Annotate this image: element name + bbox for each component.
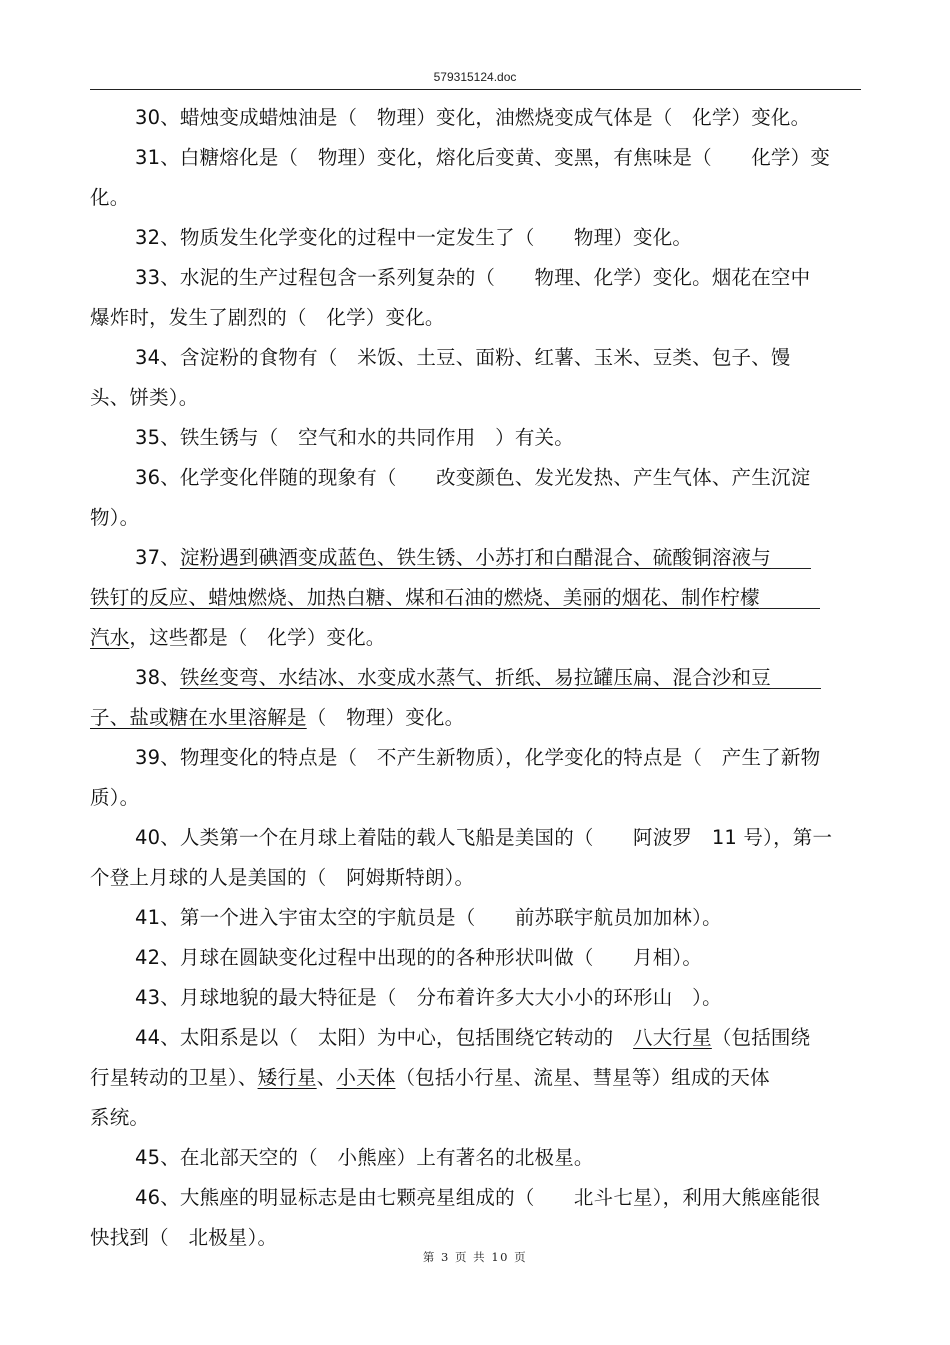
question-44-cont — [90, 1058, 860, 1098]
question-34: 34、含淀粉的食物有（ 米饭、土豆、面粉、红薯、玉米、豆类、包子、馒 — [135, 346, 791, 369]
question-38 — [90, 658, 860, 698]
question-35: 35、铁生锈与（ 空气和水的共同作用 ）有关。 — [135, 426, 574, 449]
question-43: 43、月球地貌的最大特征是（ 分布着许多大大小小的环形山 ）。 — [135, 986, 722, 1009]
question-39: 39、物理变化的特点是（ 不产生新物质），化学变化的特点是（ 产生了新物 — [135, 746, 821, 769]
question-44-text-3: 行星转动的卫星）、 — [90, 1066, 258, 1089]
question-37-answer: ，这些都是（ 化学）变化。 — [129, 626, 386, 649]
question-37 — [90, 538, 860, 578]
question-37-underlined-text-3: 汽水 — [90, 626, 130, 649]
question-44-text-2: （包括围绕 — [711, 1026, 811, 1049]
underline-filler — [771, 658, 821, 689]
question-36-cont: 物）。 — [90, 506, 140, 529]
question-38-number: 38、 — [135, 666, 180, 689]
question-42: 42、月球在圆缺变化过程中出现的的各种形状叫做（ 月相）。 — [135, 946, 703, 969]
answer-dwarf-planets: 矮行星 — [257, 1066, 317, 1089]
question-44-separator: 、 — [316, 1066, 337, 1089]
question-37-end — [90, 618, 860, 658]
question-44-text: 44、太阳系是以（ 太阳）为中心，包括围绕它转动的 — [135, 1026, 634, 1049]
question-34-cont: 头、饼类）。 — [90, 386, 199, 409]
question-41: 41、第一个进入宇宙太空的宇航员是（ 前苏联宇航员加加林）。 — [135, 906, 722, 929]
question-31-cont: 化。 — [90, 186, 130, 209]
question-44-text-4: （包括小行星、流星、彗星等）组成的天体 — [395, 1066, 770, 1089]
question-45: 45、在北部天空的（ 小熊座）上有著名的北极星。 — [135, 1146, 594, 1169]
document-header-filename: 579315124.doc — [433, 70, 517, 84]
question-30: 30、蜡烛变成蜡烛油是（ 物理）变化，油燃烧变成气体是（ 化学）变化。 — [135, 106, 811, 129]
question-32: 32、物质发生化学变化的过程中一定发生了（ 物理）变化。 — [135, 226, 693, 249]
question-40-cont: 个登上月球的人是美国的（ 阿姆斯特朗）。 — [90, 866, 475, 889]
question-38-underlined-text-2: 子、盐或糖在水里溶解是 — [90, 706, 307, 729]
question-33: 33、水泥的生产过程包含一系列复杂的（ 物理、化学）变化。烟花在空中 — [135, 266, 811, 289]
question-31: 31、白糖熔化是（ 物理）变化，熔化后变黄、变黑，有焦味是（ 化学）变 — [135, 146, 831, 169]
page-number-footer: 第 3 页 共 10 页 — [422, 1250, 528, 1264]
question-33-cont: 爆炸时，发生了剧烈的（ 化学）变化。 — [90, 306, 445, 329]
question-37-underlined-text-2: 铁钉的反应、蜡烛燃烧、加热白糖、煤和石油的燃烧、美丽的烟花、制作柠檬 — [90, 586, 760, 609]
question-37-number: 37、 — [135, 546, 180, 569]
answer-small-bodies: 小天体 — [336, 1066, 396, 1089]
question-38-cont — [90, 698, 860, 738]
underline-filler — [760, 578, 820, 609]
document-body — [90, 98, 860, 1258]
underline-filler — [771, 538, 811, 569]
answer-eight-planets: 八大行星 — [633, 1026, 712, 1049]
question-44-end: 系统。 — [90, 1106, 150, 1129]
question-37-cont — [90, 578, 860, 618]
question-39-cont: 质）。 — [90, 786, 140, 809]
question-36: 36、化学变化伴随的现象有（ 改变颜色、发光发热、产生气体、产生沉淀 — [135, 466, 811, 489]
question-44 — [90, 1018, 860, 1058]
question-38-answer: （ 物理）变化。 — [306, 706, 465, 729]
question-46-cont: 快找到（ 北极星）。 — [90, 1226, 278, 1249]
question-46: 46、大熊座的明显标志是由七颗亮星组成的（ 北斗七星），利用大熊座能很 — [135, 1186, 821, 1209]
question-38-underlined-text: 铁丝变弯、水结冰、水变成水蒸气、折纸、易拉罐压扁、混合沙和豆 — [179, 666, 771, 689]
header-divider — [90, 89, 861, 90]
question-40: 40、人类第一个在月球上着陆的载人飞船是美国的（ 阿波罗 11 号），第一 — [135, 826, 833, 849]
question-37-underlined-text: 淀粉遇到碘酒变成蓝色、铁生锈、小苏打和白醋混合、硫酸铜溶液与 — [179, 546, 771, 569]
